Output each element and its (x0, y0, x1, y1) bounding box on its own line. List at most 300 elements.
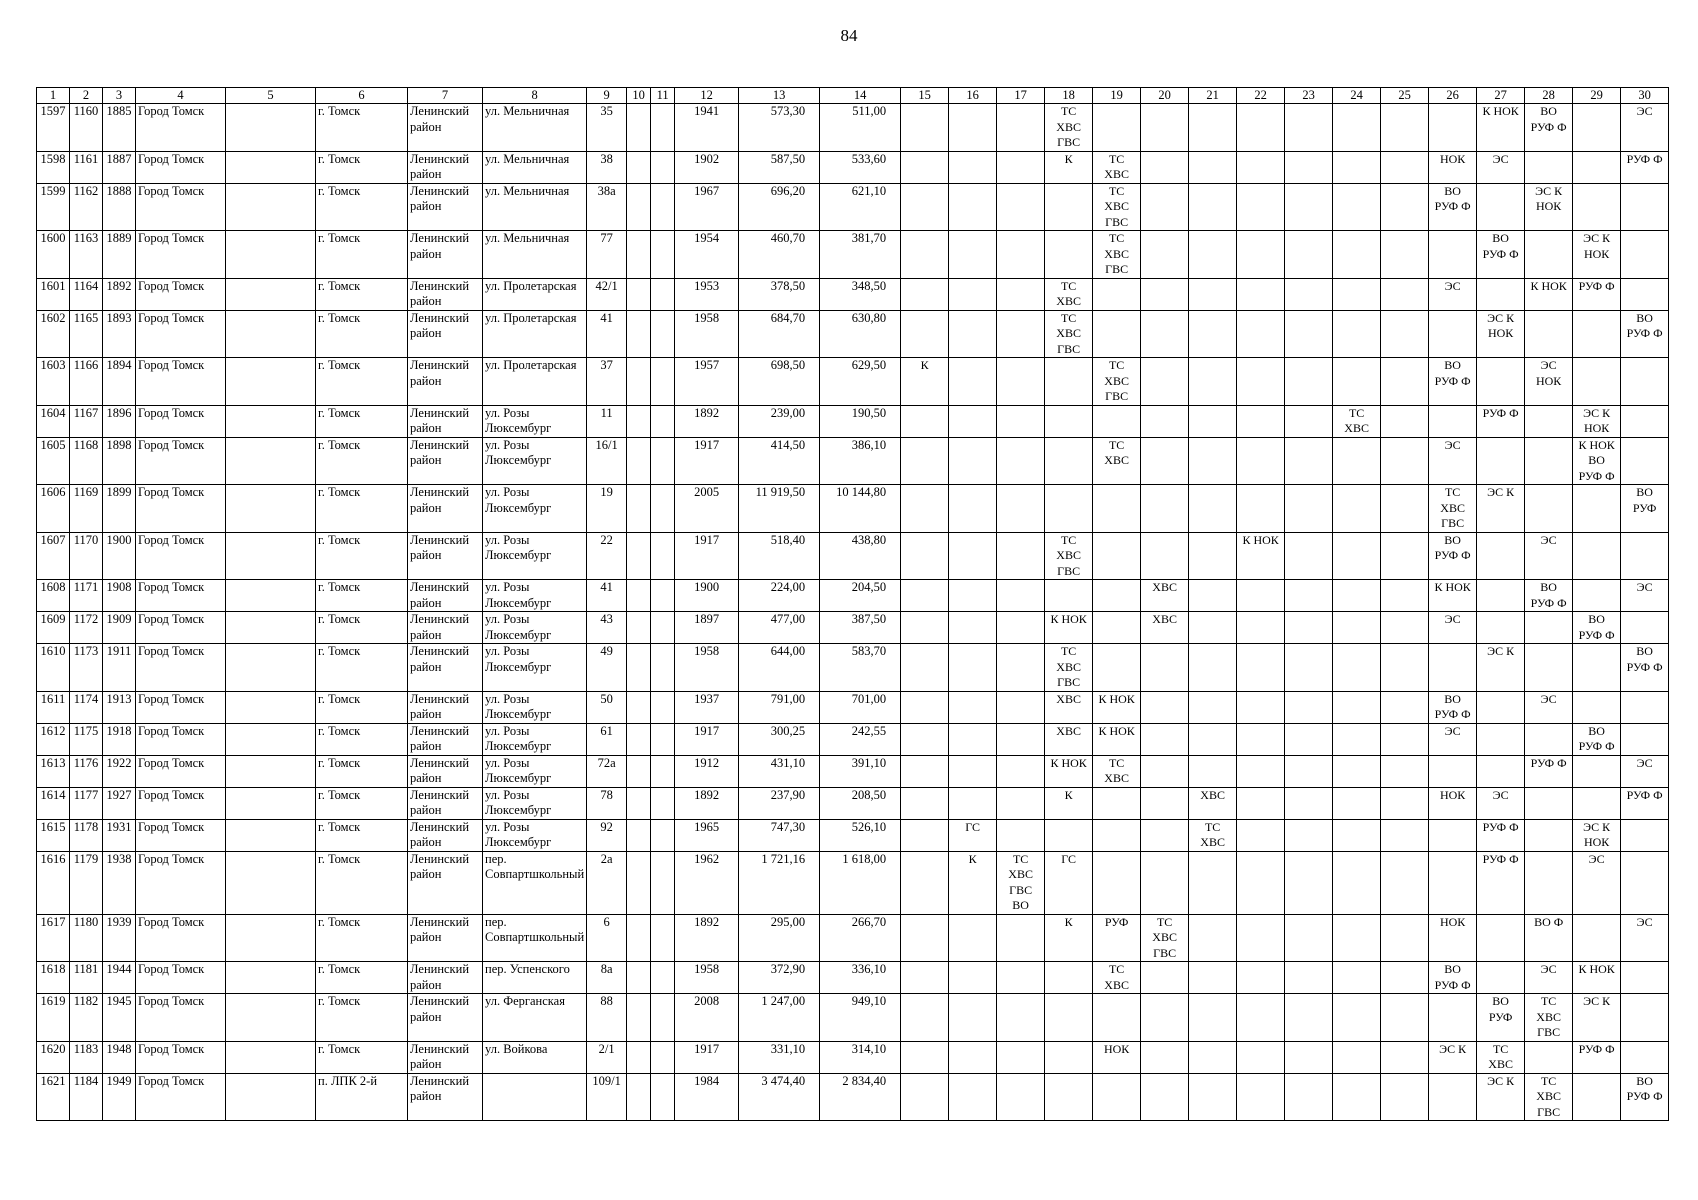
cell-col-17 (997, 310, 1045, 358)
cell-col-28 (1525, 231, 1573, 279)
cell-col-15 (901, 580, 949, 612)
cell-col-12: 1917 (675, 1041, 739, 1073)
cell-col-9: 38 (587, 151, 627, 183)
cell-col-3: 1927 (103, 787, 136, 819)
cell-col-11 (651, 691, 675, 723)
cell-col-2: 1161 (70, 151, 103, 183)
cell-col-21 (1189, 612, 1237, 644)
cell-col-7: Ленинский район (408, 278, 483, 310)
cell-col-21 (1189, 405, 1237, 437)
cell-col-1: 1614 (37, 787, 70, 819)
cell-col-10 (627, 851, 651, 914)
cell-col-26: ЭС (1429, 278, 1477, 310)
cell-col-16 (949, 962, 997, 994)
cell-col-4: Город Томск (136, 612, 226, 644)
cell-col-21 (1189, 580, 1237, 612)
cell-col-14: 949,10 (820, 994, 901, 1042)
cell-col-30 (1621, 691, 1669, 723)
cell-col-26 (1429, 851, 1477, 914)
cell-col-9: 43 (587, 612, 627, 644)
cell-col-10 (627, 914, 651, 962)
cell-col-22 (1237, 691, 1285, 723)
cell-col-8: ул. Розы Люксембург (483, 485, 587, 533)
cell-col-29: ВО РУФ Ф (1573, 723, 1621, 755)
cell-col-20 (1141, 644, 1189, 692)
cell-col-2: 1172 (70, 612, 103, 644)
cell-col-3: 1892 (103, 278, 136, 310)
cell-col-11 (651, 151, 675, 183)
cell-col-14: 2 834,40 (820, 1073, 901, 1121)
cell-col-1: 1619 (37, 994, 70, 1042)
cell-col-15 (901, 994, 949, 1042)
cell-col-28 (1525, 851, 1573, 914)
cell-col-13: 224,00 (739, 580, 820, 612)
cell-col-28: РУФ Ф (1525, 755, 1573, 787)
cell-col-19: ТС ХВС ГВС (1093, 358, 1141, 406)
cell-col-3: 1939 (103, 914, 136, 962)
cell-col-2: 1175 (70, 723, 103, 755)
cell-col-11 (651, 787, 675, 819)
table-row (37, 1041, 1669, 1073)
cell-col-7: Ленинский район (408, 485, 483, 533)
cell-col-26 (1429, 644, 1477, 692)
cell-col-10 (627, 532, 651, 580)
cell-col-22 (1237, 1041, 1285, 1073)
cell-col-24 (1333, 183, 1381, 231)
cell-col-13: 477,00 (739, 612, 820, 644)
cell-col-19 (1093, 580, 1141, 612)
cell-col-2: 1168 (70, 437, 103, 485)
column-header-5: 5 (226, 88, 316, 104)
cell-col-6: г. Томск (316, 358, 408, 406)
cell-col-5 (226, 485, 316, 533)
cell-col-7: Ленинский район (408, 310, 483, 358)
cell-col-1: 1615 (37, 819, 70, 851)
cell-col-16 (949, 278, 997, 310)
cell-col-21: ХВС (1189, 787, 1237, 819)
cell-col-2: 1164 (70, 278, 103, 310)
cell-col-4: Город Томск (136, 437, 226, 485)
cell-col-27: ВО РУФ (1477, 994, 1525, 1042)
cell-col-21 (1189, 851, 1237, 914)
cell-col-12: 1900 (675, 580, 739, 612)
cell-col-1: 1602 (37, 310, 70, 358)
cell-col-7: Ленинский район (408, 914, 483, 962)
cell-col-20 (1141, 962, 1189, 994)
cell-col-13: 3 474,40 (739, 1073, 820, 1121)
column-number-header-row (37, 88, 1669, 104)
cell-col-23 (1285, 994, 1333, 1042)
cell-col-21 (1189, 994, 1237, 1042)
cell-col-12: 1958 (675, 962, 739, 994)
cell-col-15 (901, 851, 949, 914)
cell-col-27: РУФ Ф (1477, 851, 1525, 914)
cell-col-26 (1429, 755, 1477, 787)
cell-col-28: ЭС (1525, 962, 1573, 994)
cell-col-4: Город Томск (136, 310, 226, 358)
cell-col-6: г. Томск (316, 1041, 408, 1073)
cell-col-5 (226, 278, 316, 310)
cell-col-19 (1093, 819, 1141, 851)
cell-col-8: ул. Розы Люксембург (483, 612, 587, 644)
cell-col-24 (1333, 151, 1381, 183)
cell-col-18 (1045, 183, 1093, 231)
cell-col-2: 1171 (70, 580, 103, 612)
cell-col-2: 1170 (70, 532, 103, 580)
cell-col-10 (627, 755, 651, 787)
cell-col-8: пер. Совпартшкольный (483, 851, 587, 914)
cell-col-10 (627, 437, 651, 485)
cell-col-12: 1902 (675, 151, 739, 183)
cell-col-27: ВО РУФ Ф (1477, 231, 1525, 279)
cell-col-30: ЭС (1621, 580, 1669, 612)
cell-col-25 (1381, 819, 1429, 851)
cell-col-10 (627, 644, 651, 692)
cell-col-4: Город Томск (136, 787, 226, 819)
cell-col-21 (1189, 1041, 1237, 1073)
cell-col-29: К НОК ВО РУФ Ф (1573, 437, 1621, 485)
cell-col-22 (1237, 151, 1285, 183)
cell-col-2: 1184 (70, 1073, 103, 1121)
cell-col-5 (226, 183, 316, 231)
column-header-12: 12 (675, 88, 739, 104)
cell-col-18: К НОК (1045, 755, 1093, 787)
cell-col-23 (1285, 151, 1333, 183)
cell-col-1: 1607 (37, 532, 70, 580)
cell-col-23 (1285, 819, 1333, 851)
cell-col-19: ТС ХВС (1093, 755, 1141, 787)
cell-col-17 (997, 231, 1045, 279)
cell-col-9: 8а (587, 962, 627, 994)
cell-col-15: К (901, 358, 949, 406)
cell-col-13: 684,70 (739, 310, 820, 358)
cell-col-16: ГС (949, 819, 997, 851)
cell-col-26 (1429, 819, 1477, 851)
cell-col-29 (1573, 1073, 1621, 1121)
cell-col-7: Ленинский район (408, 644, 483, 692)
cell-col-27 (1477, 723, 1525, 755)
cell-col-14: 630,80 (820, 310, 901, 358)
cell-col-4: Город Томск (136, 755, 226, 787)
cell-col-11 (651, 580, 675, 612)
cell-col-19: ТС ХВС (1093, 151, 1141, 183)
cell-col-26: НОК (1429, 787, 1477, 819)
cell-col-25 (1381, 994, 1429, 1042)
cell-col-18 (1045, 1041, 1093, 1073)
cell-col-16 (949, 532, 997, 580)
cell-col-1: 1605 (37, 437, 70, 485)
cell-col-23 (1285, 851, 1333, 914)
cell-col-3: 1889 (103, 231, 136, 279)
cell-col-5 (226, 580, 316, 612)
cell-col-9: 50 (587, 691, 627, 723)
cell-col-9: 41 (587, 310, 627, 358)
cell-col-11 (651, 437, 675, 485)
cell-col-29 (1573, 358, 1621, 406)
cell-col-3: 1949 (103, 1073, 136, 1121)
column-header-6: 6 (316, 88, 408, 104)
cell-col-2: 1165 (70, 310, 103, 358)
cell-col-11 (651, 819, 675, 851)
cell-col-21 (1189, 723, 1237, 755)
cell-col-4: Город Томск (136, 485, 226, 533)
cell-col-11 (651, 231, 675, 279)
cell-col-12: 2005 (675, 485, 739, 533)
cell-col-1: 1621 (37, 1073, 70, 1121)
cell-col-11 (651, 485, 675, 533)
cell-col-16 (949, 914, 997, 962)
cell-col-12: 1962 (675, 851, 739, 914)
cell-col-20 (1141, 691, 1189, 723)
cell-col-16 (949, 485, 997, 533)
cell-col-4: Город Томск (136, 994, 226, 1042)
cell-col-3: 1893 (103, 310, 136, 358)
cell-col-28 (1525, 819, 1573, 851)
cell-col-28 (1525, 151, 1573, 183)
cell-col-29: РУФ Ф (1573, 278, 1621, 310)
cell-col-4: Город Томск (136, 231, 226, 279)
cell-col-12: 1917 (675, 532, 739, 580)
cell-col-23 (1285, 231, 1333, 279)
cell-col-8: ул. Розы Люксембург (483, 532, 587, 580)
cell-col-24 (1333, 612, 1381, 644)
cell-col-22 (1237, 755, 1285, 787)
cell-col-7: Ленинский район (408, 104, 483, 152)
cell-col-29 (1573, 151, 1621, 183)
cell-col-30 (1621, 437, 1669, 485)
cell-col-22 (1237, 1073, 1285, 1121)
cell-col-11 (651, 723, 675, 755)
cell-col-25 (1381, 532, 1429, 580)
cell-col-21 (1189, 691, 1237, 723)
cell-col-21 (1189, 358, 1237, 406)
cell-col-26: ВО РУФ Ф (1429, 183, 1477, 231)
cell-col-29 (1573, 755, 1621, 787)
cell-col-19: ТС ХВС ГВС (1093, 231, 1141, 279)
cell-col-15 (901, 755, 949, 787)
column-header-29: 29 (1573, 88, 1621, 104)
cell-col-4: Город Томск (136, 819, 226, 851)
cell-col-25 (1381, 151, 1429, 183)
cell-col-10 (627, 1041, 651, 1073)
cell-col-22 (1237, 183, 1285, 231)
cell-col-25 (1381, 612, 1429, 644)
cell-col-5 (226, 691, 316, 723)
cell-col-30: ВО РУФ Ф (1621, 644, 1669, 692)
cell-col-16: К (949, 851, 997, 914)
cell-col-20: ХВС (1141, 580, 1189, 612)
cell-col-17 (997, 151, 1045, 183)
cell-col-24 (1333, 532, 1381, 580)
cell-col-9: 88 (587, 994, 627, 1042)
cell-col-12: 1892 (675, 787, 739, 819)
cell-col-30: ЭС (1621, 104, 1669, 152)
cell-col-17: ТС ХВС ГВС ВО (997, 851, 1045, 914)
cell-col-14: 204,50 (820, 580, 901, 612)
cell-col-27 (1477, 183, 1525, 231)
cell-col-5 (226, 151, 316, 183)
cell-col-7: Ленинский район (408, 851, 483, 914)
cell-col-24 (1333, 723, 1381, 755)
cell-col-17 (997, 691, 1045, 723)
cell-col-18: ТС ХВС (1045, 278, 1093, 310)
cell-col-6: г. Томск (316, 755, 408, 787)
cell-col-24 (1333, 485, 1381, 533)
cell-col-9: 37 (587, 358, 627, 406)
cell-col-25 (1381, 723, 1429, 755)
cell-col-24 (1333, 787, 1381, 819)
cell-col-11 (651, 755, 675, 787)
cell-col-9: 19 (587, 485, 627, 533)
cell-col-18: ТС ХВС ГВС (1045, 644, 1093, 692)
column-header-17: 17 (997, 88, 1045, 104)
cell-col-3: 1911 (103, 644, 136, 692)
cell-col-21 (1189, 231, 1237, 279)
cell-col-28 (1525, 1041, 1573, 1073)
cell-col-26: ВО РУФ Ф (1429, 691, 1477, 723)
cell-col-29 (1573, 787, 1621, 819)
cell-col-1: 1618 (37, 962, 70, 994)
table-row (37, 723, 1669, 755)
cell-col-5 (226, 358, 316, 406)
cell-col-5 (226, 819, 316, 851)
table-row (37, 914, 1669, 962)
cell-col-13: 644,00 (739, 644, 820, 692)
table-row (37, 151, 1669, 183)
cell-col-26 (1429, 1073, 1477, 1121)
cell-col-3: 1888 (103, 183, 136, 231)
cell-col-14: 621,10 (820, 183, 901, 231)
cell-col-20 (1141, 819, 1189, 851)
cell-col-18 (1045, 437, 1093, 485)
cell-col-11 (651, 532, 675, 580)
cell-col-2: 1162 (70, 183, 103, 231)
cell-col-18: ХВС (1045, 723, 1093, 755)
cell-col-7: Ленинский район (408, 437, 483, 485)
cell-col-7: Ленинский район (408, 580, 483, 612)
cell-col-16 (949, 1041, 997, 1073)
cell-col-19: РУФ (1093, 914, 1141, 962)
cell-col-27 (1477, 914, 1525, 962)
cell-col-22 (1237, 962, 1285, 994)
cell-col-7: Ленинский район (408, 532, 483, 580)
cell-col-25 (1381, 691, 1429, 723)
cell-col-20 (1141, 1073, 1189, 1121)
cell-col-25 (1381, 183, 1429, 231)
cell-col-5 (226, 994, 316, 1042)
cell-col-24 (1333, 278, 1381, 310)
cell-col-16 (949, 358, 997, 406)
cell-col-9: 72а (587, 755, 627, 787)
cell-col-10 (627, 962, 651, 994)
cell-col-22 (1237, 723, 1285, 755)
cell-col-18 (1045, 231, 1093, 279)
cell-col-11 (651, 358, 675, 406)
cell-col-16 (949, 580, 997, 612)
cell-col-20 (1141, 151, 1189, 183)
cell-col-1: 1612 (37, 723, 70, 755)
cell-col-5 (226, 962, 316, 994)
cell-col-14: 391,10 (820, 755, 901, 787)
cell-col-21 (1189, 1073, 1237, 1121)
cell-col-24 (1333, 644, 1381, 692)
cell-col-6: г. Томск (316, 851, 408, 914)
cell-col-8: ул. Ферганская (483, 994, 587, 1042)
cell-col-27: К НОК (1477, 104, 1525, 152)
cell-col-9: 92 (587, 819, 627, 851)
cell-col-4: Город Томск (136, 914, 226, 962)
cell-col-20 (1141, 851, 1189, 914)
cell-col-13: 698,50 (739, 358, 820, 406)
cell-col-4: Город Томск (136, 723, 226, 755)
cell-col-10 (627, 104, 651, 152)
cell-col-21 (1189, 914, 1237, 962)
cell-col-1: 1613 (37, 755, 70, 787)
cell-col-24 (1333, 962, 1381, 994)
cell-col-8: ул. Розы Люксембург (483, 580, 587, 612)
cell-col-12: 1965 (675, 819, 739, 851)
column-header-13: 13 (739, 88, 820, 104)
cell-col-28 (1525, 310, 1573, 358)
cell-col-17 (997, 183, 1045, 231)
cell-col-5 (226, 723, 316, 755)
cell-col-13: 11 919,50 (739, 485, 820, 533)
cell-col-6: г. Томск (316, 787, 408, 819)
cell-col-10 (627, 358, 651, 406)
cell-col-14: 533,60 (820, 151, 901, 183)
cell-col-24 (1333, 580, 1381, 612)
cell-col-13: 372,90 (739, 962, 820, 994)
table-row (37, 994, 1669, 1042)
cell-col-29: ЭС К НОК (1573, 231, 1621, 279)
cell-col-15 (901, 1041, 949, 1073)
cell-col-9: 2/1 (587, 1041, 627, 1073)
column-header-16: 16 (949, 88, 997, 104)
cell-col-23 (1285, 358, 1333, 406)
cell-col-2: 1173 (70, 644, 103, 692)
cell-col-5 (226, 532, 316, 580)
cell-col-21 (1189, 183, 1237, 231)
cell-col-22 (1237, 231, 1285, 279)
cell-col-3: 1918 (103, 723, 136, 755)
cell-col-18 (1045, 485, 1093, 533)
cell-col-19 (1093, 1073, 1141, 1121)
cell-col-12: 1897 (675, 612, 739, 644)
cell-col-7: Ленинский район (408, 358, 483, 406)
column-header-10: 10 (627, 88, 651, 104)
cell-col-21 (1189, 151, 1237, 183)
cell-col-15 (901, 819, 949, 851)
cell-col-18: ГС (1045, 851, 1093, 914)
column-header-20: 20 (1141, 88, 1189, 104)
cell-col-10 (627, 183, 651, 231)
cell-col-12: 1912 (675, 755, 739, 787)
cell-col-29: ВО РУФ Ф (1573, 612, 1621, 644)
column-header-22: 22 (1237, 88, 1285, 104)
cell-col-29 (1573, 310, 1621, 358)
cell-col-11 (651, 962, 675, 994)
cell-col-1: 1599 (37, 183, 70, 231)
cell-col-28: ЭС НОК (1525, 358, 1573, 406)
cell-col-1: 1603 (37, 358, 70, 406)
cell-col-13: 573,30 (739, 104, 820, 152)
cell-col-10 (627, 151, 651, 183)
cell-col-30 (1621, 231, 1669, 279)
cell-col-4: Город Томск (136, 1073, 226, 1121)
cell-col-12: 1892 (675, 405, 739, 437)
cell-col-19: ТС ХВС (1093, 437, 1141, 485)
cell-col-24 (1333, 437, 1381, 485)
